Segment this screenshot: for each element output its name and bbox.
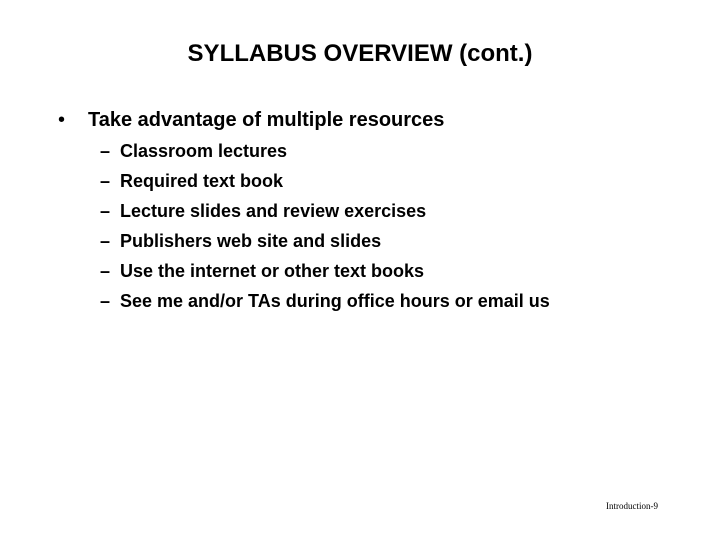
list-item bbox=[100, 136, 550, 166]
list-item bbox=[100, 196, 550, 226]
dash-marker: – bbox=[100, 141, 111, 161]
list-item-text: Classroom lectures bbox=[120, 141, 288, 161]
sub-bullet-list bbox=[100, 136, 550, 316]
list-item-text: Use the internet or other text books bbox=[120, 261, 425, 281]
dash-marker: – bbox=[100, 201, 111, 221]
bullet-marker: • bbox=[58, 109, 66, 131]
list-item-text: Publishers web site and slides bbox=[120, 231, 382, 251]
slide-footer-label: Introduction-9 bbox=[606, 501, 658, 511]
main-bullet-text: Take advantage of multiple resources bbox=[88, 109, 445, 131]
dash-marker: – bbox=[100, 261, 111, 281]
list-item bbox=[100, 166, 550, 196]
list-item-text: See me and/or TAs during office hours or email us bbox=[120, 291, 550, 311]
list-item bbox=[100, 226, 550, 256]
list-item bbox=[100, 256, 550, 286]
main-bullet bbox=[58, 106, 444, 134]
dash-marker: – bbox=[100, 291, 111, 311]
dash-marker: – bbox=[100, 171, 111, 191]
dash-marker: – bbox=[100, 231, 111, 251]
slide-title: SYLLABUS OVERVIEW (cont.) bbox=[187, 40, 533, 67]
list-item-text: Lecture slides and review exercises bbox=[120, 201, 427, 221]
list-item-text: Required text book bbox=[120, 171, 284, 191]
list-item bbox=[100, 286, 550, 316]
